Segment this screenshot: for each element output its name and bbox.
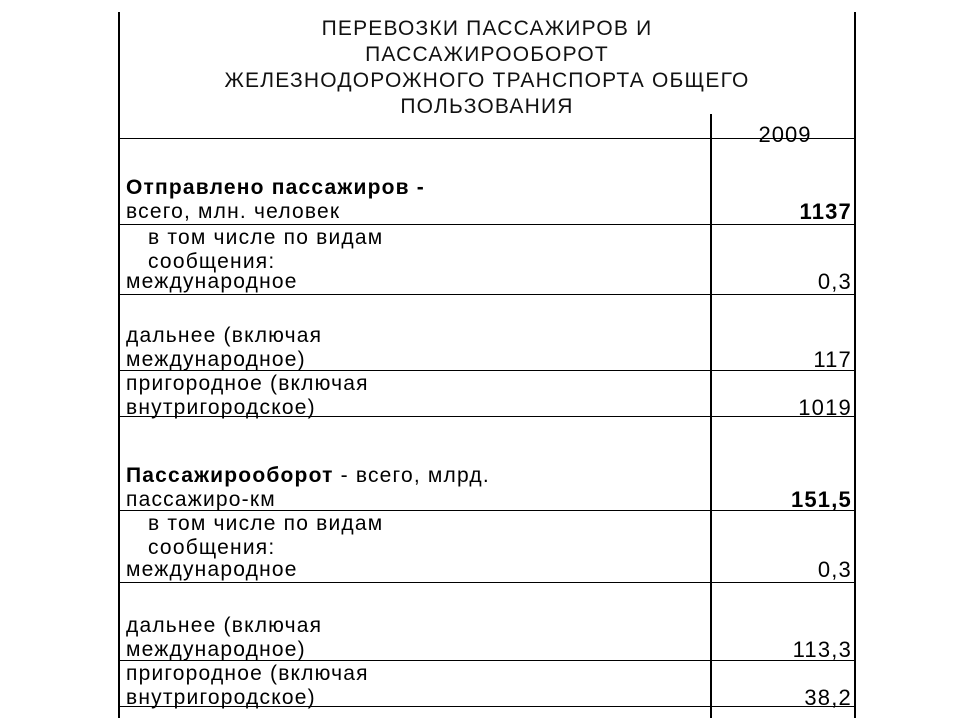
row-label-line-2: международное): [126, 638, 306, 661]
row-label-line-2: международное): [126, 348, 306, 371]
statistics-table: [118, 12, 856, 718]
turnover-subheader: [148, 512, 728, 560]
subheader-line-2: сообщения:: [148, 250, 276, 273]
table-row-label: [126, 662, 706, 710]
row-divider: [120, 582, 854, 583]
subheader-line-1: в том числе по видам: [148, 512, 384, 535]
title-line-1: ПЕРЕВОЗКИ ПАССАЖИРОВ И: [321, 17, 653, 40]
turnover-heading: [126, 464, 706, 512]
table-row-value: 0,3: [817, 269, 852, 294]
table-row-value: 113,3: [792, 637, 852, 662]
title-line-3: ЖЕЛЕЗНОДОРОЖНОГО ТРАНСПОРТА ОБЩЕГО: [224, 69, 750, 92]
table-row-value: 1019: [798, 395, 852, 420]
table-row-label: международное: [126, 270, 298, 293]
table-title: [120, 16, 854, 120]
turnover-heading-bold: Пассажирооборот: [126, 464, 334, 487]
subheader-line-2: сообщения:: [148, 536, 276, 559]
turnover-total-value: 151,5: [790, 487, 852, 512]
turnover-heading-rest: пассажиро-км: [126, 488, 276, 511]
turnover-heading-tail: - всего, млрд.: [333, 464, 490, 487]
table-row-label: [126, 614, 706, 662]
row-label-line-2: внутригородское): [126, 396, 316, 419]
row-divider: [120, 224, 854, 225]
passengers-heading-rest: всего, млн. человек: [126, 200, 341, 223]
passengers-total-value: 1137: [799, 199, 852, 224]
title-line-2: ПАССАЖИРООБОРОТ: [365, 43, 609, 66]
row-label-line-1: пригородное (включая: [126, 662, 369, 685]
row-label-line-1: дальнее (включая: [126, 614, 323, 637]
row-label-line-1: дальнее (включая: [126, 324, 323, 347]
table-row-label: [126, 324, 706, 372]
passengers-heading: [126, 176, 706, 224]
table-row-value: 0,3: [817, 557, 852, 582]
row-label-line-2: внутригородское): [126, 686, 316, 709]
year-header: 2009: [758, 122, 812, 147]
title-line-4: ПОЛЬЗОВАНИЯ: [400, 95, 574, 118]
subheader-line-1: в том числе по видам: [148, 226, 384, 249]
row-label-line-1: пригородное (включая: [126, 372, 369, 395]
table-row-value: 38,2: [804, 685, 852, 710]
table-row-label: международное: [126, 558, 298, 581]
passengers-heading-bold: Отправлено пассажиров -: [126, 176, 425, 199]
passengers-subheader: [148, 226, 728, 274]
table-row-label: [126, 372, 706, 420]
table-row-value: 117: [813, 347, 852, 372]
row-divider: [120, 294, 854, 295]
